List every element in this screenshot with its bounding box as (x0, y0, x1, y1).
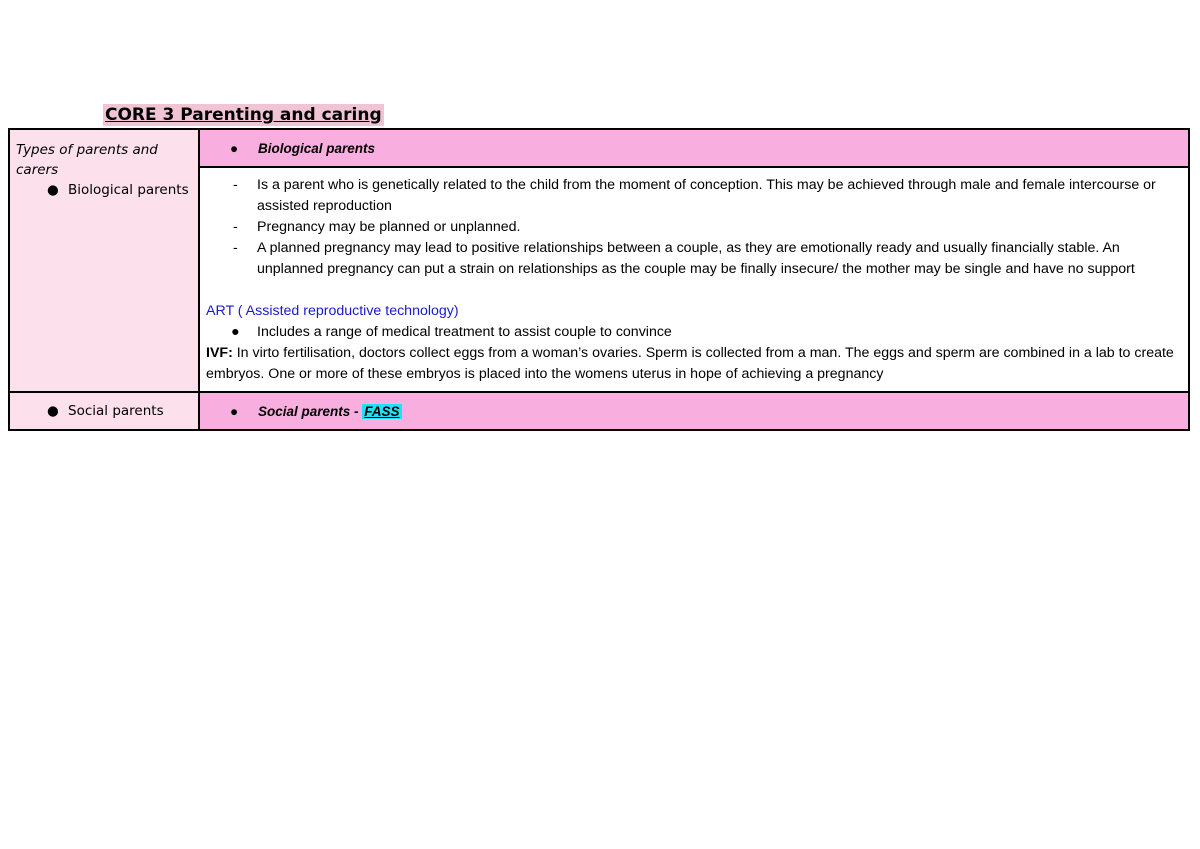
dash-marker: - (233, 219, 238, 235)
bullet-icon: ● (47, 403, 59, 419)
ivf-paragraph (206, 343, 1182, 385)
list-item-text: A planned pregnancy may lead to positive relationships between a couple, as they are emotionally ready and usually financially stable. An unplanned pregnancy can put a strain on relationships as the couple may be finally insecure/ the mother may be single and have no support (257, 240, 1135, 277)
dash-marker: - (233, 177, 238, 193)
left-category-cell (9, 129, 199, 392)
list-item-text: Is a parent who is genetically related to the child from the moment of conception. This may be achieved through male and female intercourse or assisted reproduction (257, 177, 1156, 214)
ivf-label: IVF: (206, 345, 233, 361)
left-item-label: Biological parents (68, 182, 189, 198)
list-item-text: Pregnancy may be planned or unplanned. (257, 219, 521, 235)
bullet-icon: ● (230, 141, 239, 156)
biological-header-row (9, 129, 1189, 167)
social-separator: - (350, 404, 363, 419)
dash-marker: - (233, 240, 238, 256)
bullet-icon: ● (47, 182, 59, 198)
art-list-item-text: Includes a range of medical treatment to assist couple to convince (257, 324, 672, 340)
social-header-cell (199, 392, 1189, 430)
social-header-label: Social parents (258, 404, 351, 419)
biological-content-cell (199, 167, 1189, 392)
art-list-item (206, 322, 1182, 343)
social-row (9, 392, 1189, 430)
list-item (206, 217, 1182, 238)
left-item-biological (16, 180, 192, 200)
list-item (206, 238, 1182, 280)
notes-table (8, 128, 1190, 431)
category-heading: Types of parents and carers (16, 142, 158, 178)
left-item-social (16, 403, 192, 419)
document-title: CORE 3 Parenting and caring (105, 105, 382, 125)
bullet-icon: ● (231, 324, 240, 340)
left-item-label: Social parents (68, 403, 164, 419)
list-item (206, 175, 1182, 217)
bullet-icon: ● (230, 404, 239, 419)
biological-header-label: Biological parents (258, 141, 376, 156)
fass-tag: FASS (364, 404, 400, 419)
ivf-text: In virto fertilisation, doctors collect eggs from a woman’s ovaries. Sperm is collected from a man. The eggs and sperm are combined in a lab to create embryos. One or more of these embryos is placed into the womens uterus in hope of achieving a pregnancy (206, 345, 1174, 382)
social-left-cell (9, 392, 199, 430)
biological-header-cell (199, 129, 1189, 167)
art-heading: ART ( Assisted reproductive technology) (206, 303, 459, 319)
